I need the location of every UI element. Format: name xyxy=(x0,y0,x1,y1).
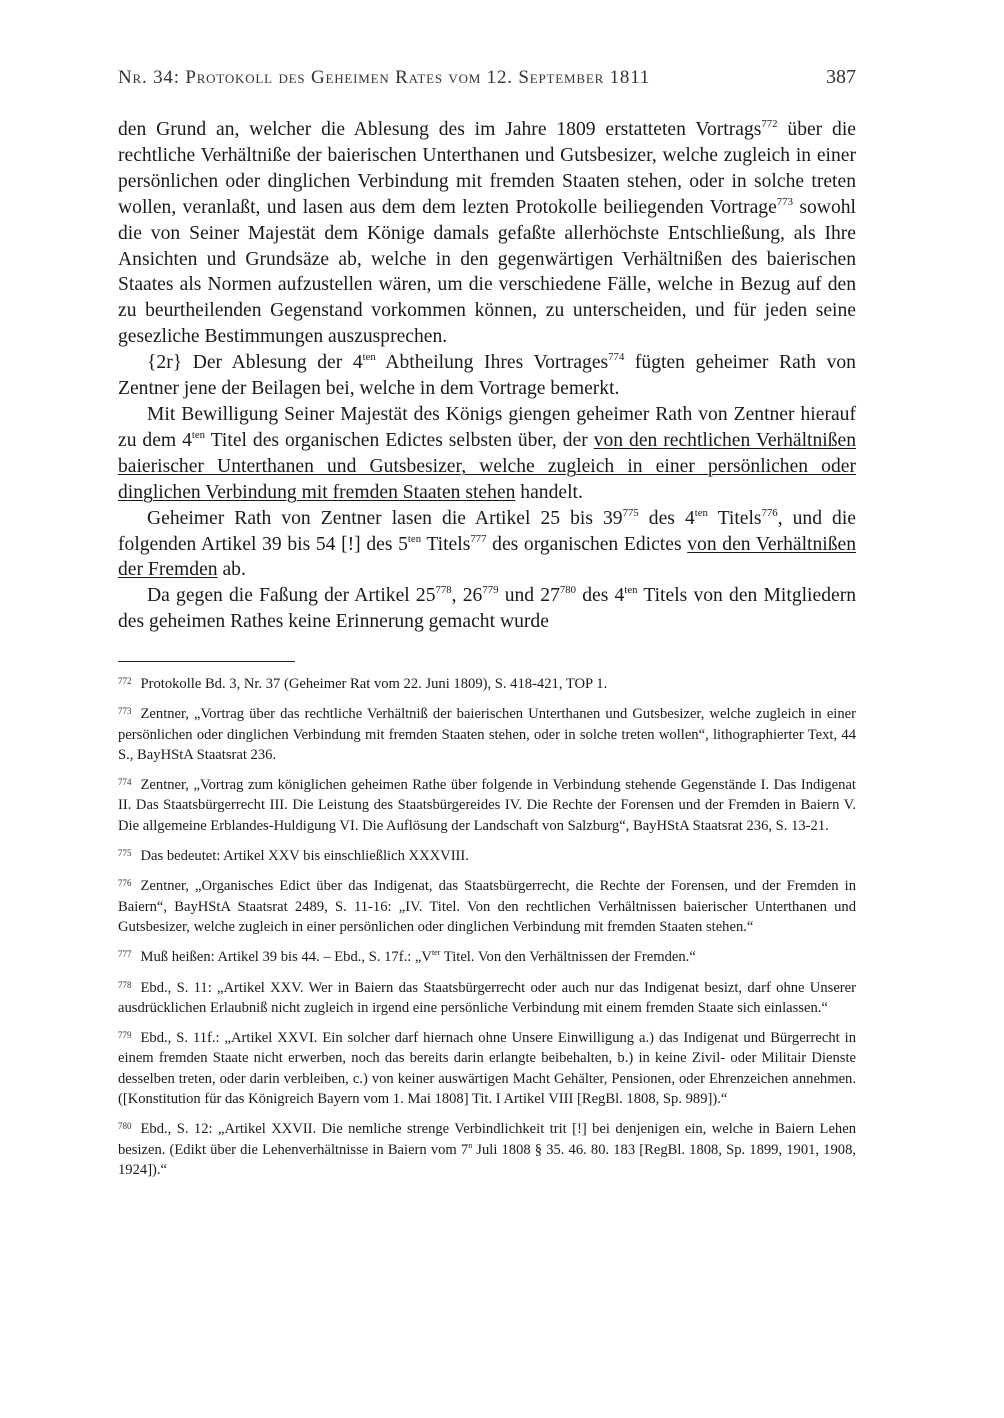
footnote-780: $^{780}$ Ebd., S. 12: „Artikel XXVII. Die nemliche strenge Verbindlichkeit trit [!] bei denjenigen ein, welche in Baiern Lehen besizen. (Edikt über die Lehenverhältnisse in Baiern vom 7$^n$ Juli 1808 § 35. 46. 80. 183 [RegBl. 1808, Sp. 1899, 1901, 1908, 1924]).“ xyxy=(118,1121,857,1178)
footnotes xyxy=(118,674,856,1190)
running-header xyxy=(118,66,856,89)
paragraph-1: den Grund an, welcher die Ablesung des im Jahre 1809 erstatteten Vortrags$^{772}$ über die rechtliche Verhältniße der baierischen Unterthanen und Gutsbesizer, welche zugleich in einer persönlichen oder dinglichen Verbindung mit fremden Staaten stehen, oder in solche treten wollen, veranlaßt, und lasen aus dem dem lezten Protokolle beiliegenden Vortrage$^{773}$ sowohl die von Seiner Majestät dem Könige damals gefaßte allerhöchste Entschließung, als Ihre Ansichten und Grundsäze ab, welche in den gegenwärtigen Verhältnißen des baierischen Staates als Normen aufzustellen wären, um die verschiedene Fälle, welche in Bezug auf den zu beurtheilenden Gegenstand vorkommen können, zu unterscheiden, und für jeden seine gesezliche Bestimmungen auszusprechen. xyxy=(118,117,856,348)
footnote-779: $^{779}$ Ebd., S. 11f.: „Artikel XXVI. Ein solcher darf hiernach ohne Unsere Einwilligung a.) das Indigenat und Bürgerrecht in einem fremden Staate nicht erwerben, noch das bereits darin erlangte beibehalten, b.) in keine Zivil- oder Militair Dienste desselben treten, oder darin verbleiben, c.) von keiner auswärtigen Macht Gehälter, Pensionen, oder Ehrenzeichen annehmen. ([Konstitution für das Königreich Bayern vom 1. Mai 1808] Tit. I Artikel VIII [RegBl. 1808, Sp. 989]).“ xyxy=(118,1030,856,1108)
footnote-ref-779[interactable]: 779 xyxy=(482,584,499,597)
underlined-title-phrase: von den rechtlichen Verhältnißen baierischer Unterthanen und Gutsbesizer, welche zugleich in einer persönlichen oder dinglichen Verbindung mit fremden Staaten stehen xyxy=(118,429,856,503)
paragraph-5: Da gegen die Faßung der Artikel $25^{778}$, $26^{779}$ und $27^{780}$ des $4^{ten}$ Titels von den Mitgliedern des geheimen Rathes keine Erinnerung gemacht wurde xyxy=(118,584,857,633)
main-text xyxy=(118,117,856,635)
footnote-ref-775[interactable]: 775 xyxy=(622,506,639,519)
footnote-ref-772[interactable]: 772 xyxy=(761,117,778,130)
underlined-title-phrase: von den Verhältnißen der Fremden xyxy=(118,533,856,581)
footnote-ref-776[interactable]: 776 xyxy=(761,506,778,519)
footnote-774: $^{774}$ Zentner, „Vortrag zum königlichen geheimen Rathe über folgende in Verbindung stehende Gegenstände I. Das Indigenat II. Das Staatsbürgerrecht III. Die Leistung des Staatsbürgereides IV. Die Rechte der Forensen und der Fremden in Baiern V. Die allgemeine Erblandes-Huldigung VI. Die Auflösung der Landschaft von Salzburg“, BayHStA Staatsrat 236, S. 13-21. xyxy=(118,777,856,834)
paragraph-2: {2r} Der Ablesung der $4^{ten}$ Abtheilung Ihres Vortrages$^{774}$ fügten geheimer Rath von Zentner jene der Beilagen bei, welche in dem Vortrage bemerkt. xyxy=(118,351,856,400)
footnote-separator xyxy=(118,661,295,662)
footnote-ref-773[interactable]: 773 xyxy=(776,195,793,208)
paragraph-3: Mit Bewilligung Seiner Majestät des Königs giengen geheimer Rath von Zentner hierauf zu dem $4^{ten}$ Titel des organischen Edictes selbsten über, der von den rechtlichen Verhältnißen baierischer Unterthanen und Gutsbesizer, welche zugleich in einer persönlichen oder dinglichen Verbindung mit fremden Staaten stehen handelt. xyxy=(118,403,856,503)
footnote-772: $^{772}$ Protokolle Bd. 3, Nr. 37 (Geheimer Rat vom 22. Juni 1809), S. 418-421, TOP 1. xyxy=(118,676,608,692)
running-header-title: Nr. 34: Protokoll des Geheimen Rates vom 12. September 1811 xyxy=(118,67,651,88)
footnote-773: $^{773}$ Zentner, „Vortrag über das rechtliche Verhältniß der baierischen Unterthanen und Gutsbesizer, welche zugleich in einer persönlichen oder dinglichen Verbindung mit fremden Staaten stehen, oder in solche treten wollen“, lithographierter Text, 44 S., BayHStA Staatsrat 236. xyxy=(118,706,856,763)
page-number: 387 xyxy=(826,66,856,88)
footnote-ref-777[interactable]: 777 xyxy=(470,532,487,545)
footnote-778: $^{778}$ Ebd., S. 11: „Artikel XXV. Wer in Baiern das Staatsbürgerrecht oder auch nur das Indigenat besizt, darf ohne Unserer ausdrücklichen Erlaubniß nicht zugleich in irgend eine persönliche Verbindung mit einem fremden Staate sich einlassen.“ xyxy=(118,979,856,1016)
footnote-ref-774[interactable]: 774 xyxy=(608,351,625,364)
footnote-777: $^{777}$ Muß heißen: Artikel 39 bis 44. – Ebd., S. 17f.: $„V^{ter}$ Titel. Von den Verhältnissen der Fremden.“ xyxy=(118,948,696,966)
paragraph-4: Geheimer Rath von Zentner lasen die Artikel 25 bis $39^{775}$ des $4^{ten}$ Titels$^{776}$, und die folgenden Artikel 39 bis 54 [!] des $5^{ten}$ Titels$^{777}$ des organischen Edictes von den Verhältnißen der Fremden ab. xyxy=(118,506,856,581)
footnote-ref-778[interactable]: 778 xyxy=(435,584,452,597)
footnote-ref-780[interactable]: 780 xyxy=(559,584,577,597)
footnote-776: $^{776}$ Zentner, „Organisches Edict über das Indigenat, das Staatsbürgerrecht, die Rechte der Forensen, und der Fremden in Baiern“, BayHStA Staatsrat 2489, S. 11-16: „IV. Titel. Von den rechtlichen Verhältnissen baierischer Unterthanen und Gutsbesizer, welche zugleich in einer persönlichen oder dinglichen Verbindung mit fremden Staaten stehen.“ xyxy=(118,878,856,935)
footnote-775: $^{775}$ Das bedeutet: Artikel XXV bis einschließlich XXXVIII. xyxy=(118,848,469,865)
